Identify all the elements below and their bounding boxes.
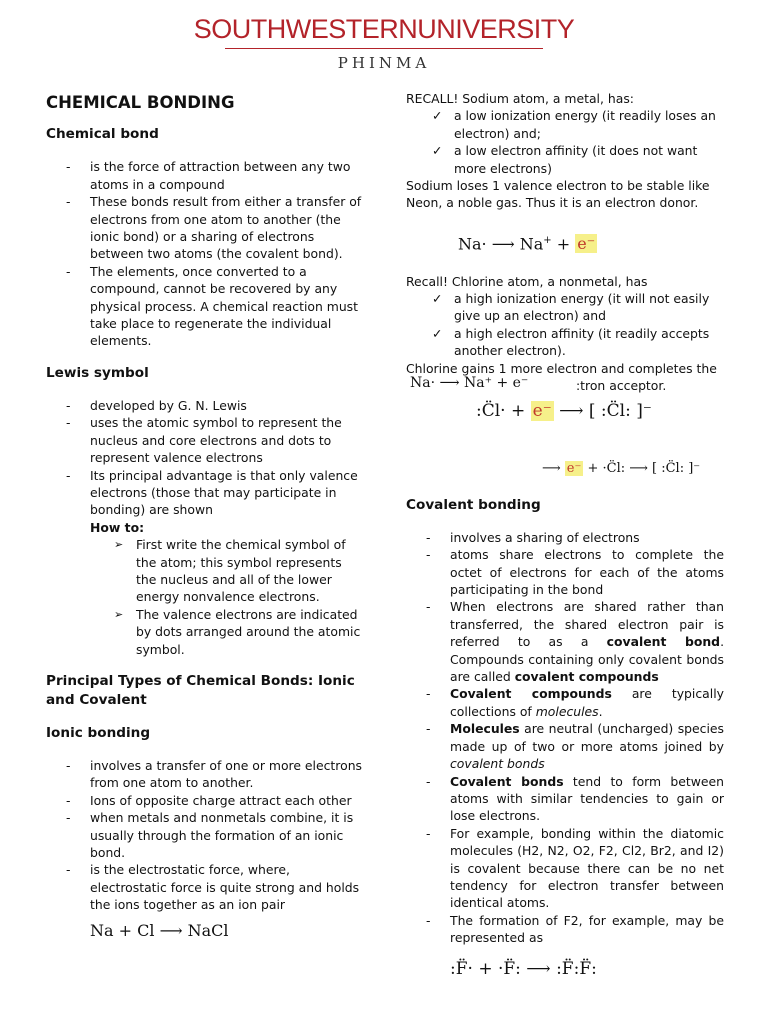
list-item: ✓ a low ionization energy (it readily loses an electron) and;: [406, 107, 724, 142]
left-column: [46, 90, 364, 939]
chemical-bond-heading: Chemical bond: [46, 126, 159, 143]
list-item: ➢ The valence electrons are indicated by dots arranged around the atomic symbol.: [46, 606, 364, 658]
sodium-checklist: [406, 107, 724, 177]
list-item: - These bonds result from either a transfer of electrons from one atom to another (the ionic bond) or a sharing of electrons between two atoms (the covalent bond).: [46, 193, 364, 263]
list-item: - When electrons are shared rather than transferred, the shared electron pair is referred to as a covalent bond. Compounds containing only covalent bonds are called covalent compounds: [406, 598, 724, 685]
electron-label: e⁻: [532, 401, 552, 422]
list-item: - involves a transfer of one or more electrons from one atom to another.: [46, 757, 364, 792]
list-item: ✓ a high ionization energy (it will not easily give up an electron) and: [406, 290, 724, 325]
list-item: - is the electrostatic force, where, electrostatic force is quite strong and holds the ions together as an ion pair: [46, 861, 364, 913]
list-item: - Covalent bonds tend to form between atoms with similar tendencies to gain or lose electrons.: [406, 773, 724, 825]
fluorine-equation: :F̈· + ·F̈: ⟶ :F̈:F̈:: [450, 958, 597, 979]
sodium-ion: Na: [519, 234, 544, 254]
ionic-equation: Na + Cl ⟶ NaCl: [90, 920, 229, 940]
electron-label: e⁻: [577, 234, 596, 254]
charge-label: +: [543, 234, 552, 246]
chloride-equation: [542, 460, 724, 477]
list-item: - Molecules are neutral (uncharged) species made up of two or more atoms joined by covalent bonds: [406, 720, 724, 772]
chlorine-checklist: [406, 290, 724, 360]
logo-divider: [225, 48, 543, 49]
list-item: - involves a sharing of electrons: [406, 529, 724, 546]
chlorine-atom: :C̈l· +: [476, 401, 526, 422]
chlorine-equation: [476, 403, 724, 420]
covalent-bonding-list: [406, 529, 724, 947]
chlorine-summary-tail: :tron acceptor.: [576, 378, 667, 394]
sodium-atom: Na·: [458, 234, 487, 254]
chlorine-summary: Chlorine gains 1 more electron and completes the: [406, 360, 717, 376]
ionization-equation: Na· ⟶ Na⁺ + e⁻: [410, 375, 529, 392]
chemical-bond-list: [46, 158, 364, 349]
university-name: SOUTHWESTERNUNIVERSITY: [193, 14, 575, 44]
list-item: ✓ a high electron affinity (it readily accepts another electron).: [406, 325, 724, 360]
list-item: - Ions of opposite charge attract each other: [46, 792, 364, 809]
list-item: - The elements, once converted to a compound, cannot be recovered by any physical process. A chemical reaction must take place to regenerate the individual elements.: [46, 263, 364, 350]
arrow-icon: ⟶: [542, 461, 565, 477]
list-item: - Covalent compounds are typically collections of molecules.: [406, 685, 724, 720]
lewis-symbol-list: [46, 397, 364, 519]
ionic-bonding-list: [46, 757, 364, 914]
ionic-bonding-heading: Ionic bonding: [46, 724, 151, 741]
page-title: CHEMICAL BONDING: [46, 93, 235, 112]
list-item: - atoms share electrons to complete the octet of electrons for each of the atoms participating in the bond: [406, 546, 724, 598]
list-item: - uses the atomic symbol to represent the nucleus and core electrons and dots to represent valence electrons: [46, 414, 364, 466]
list-item: - The formation of F2, for example, may be represented as: [406, 912, 724, 947]
sodium-summary: Sodium loses 1 valence electron to be stable like Neon, a noble gas. Thus it is an electron donor.: [406, 178, 710, 211]
list-item: - For example, bonding within the diatomic molecules (H2, N2, O2, F2, Cl2, Br2, and I2) is covalent because there can be no net tendency for electron transfer between identical atoms.: [406, 825, 724, 912]
bond-types-heading: Principal Types of Chemical Bonds: Ionic and Covalent: [46, 672, 355, 708]
phinma-label: PHINMA: [337, 54, 431, 72]
chlorine-summary-tail-row: [406, 377, 724, 395]
how-to-label: How to:: [90, 519, 145, 535]
sodium-recall: RECALL! Sodium atom, a metal, has:: [406, 91, 634, 106]
arrow-icon: ⟶: [491, 234, 520, 254]
list-item: - is the force of attraction between any two atoms in a compound: [46, 158, 364, 193]
covalent-bonding-heading: Covalent bonding: [406, 496, 541, 513]
right-column: [406, 90, 724, 978]
how-to-steps: [46, 536, 364, 658]
list-item: - when metals and nonmetals combine, it is usually through the formation of an ionic bond.: [46, 809, 364, 861]
chloride-ion: ⟶ [ :C̈l: ]⁻: [559, 401, 652, 422]
chloride-result: + ·C̈l: ⟶ [ :C̈l: ]⁻: [587, 461, 701, 477]
sodium-equation: Na· ⟶ Na+ + e⁻: [458, 234, 596, 254]
list-item: ✓ a low electron affinity (it does not want more electrons): [406, 142, 724, 177]
lewis-symbol-heading: Lewis symbol: [46, 364, 149, 381]
list-item: - developed by G. N. Lewis: [46, 397, 364, 414]
list-item: ➢ First write the chemical symbol of the atom; this symbol represents the nucleus and all of the lower energy nonvalence electrons.: [46, 536, 364, 606]
list-item: - Its principal advantage is that only valence electrons (those that may participate in bonding) are shown: [46, 467, 364, 519]
chlorine-recall: Recall! Chlorine atom, a nonmetal, has: [406, 273, 648, 289]
electron-label: e⁻: [566, 461, 582, 477]
university-logo: [0, 14, 768, 72]
